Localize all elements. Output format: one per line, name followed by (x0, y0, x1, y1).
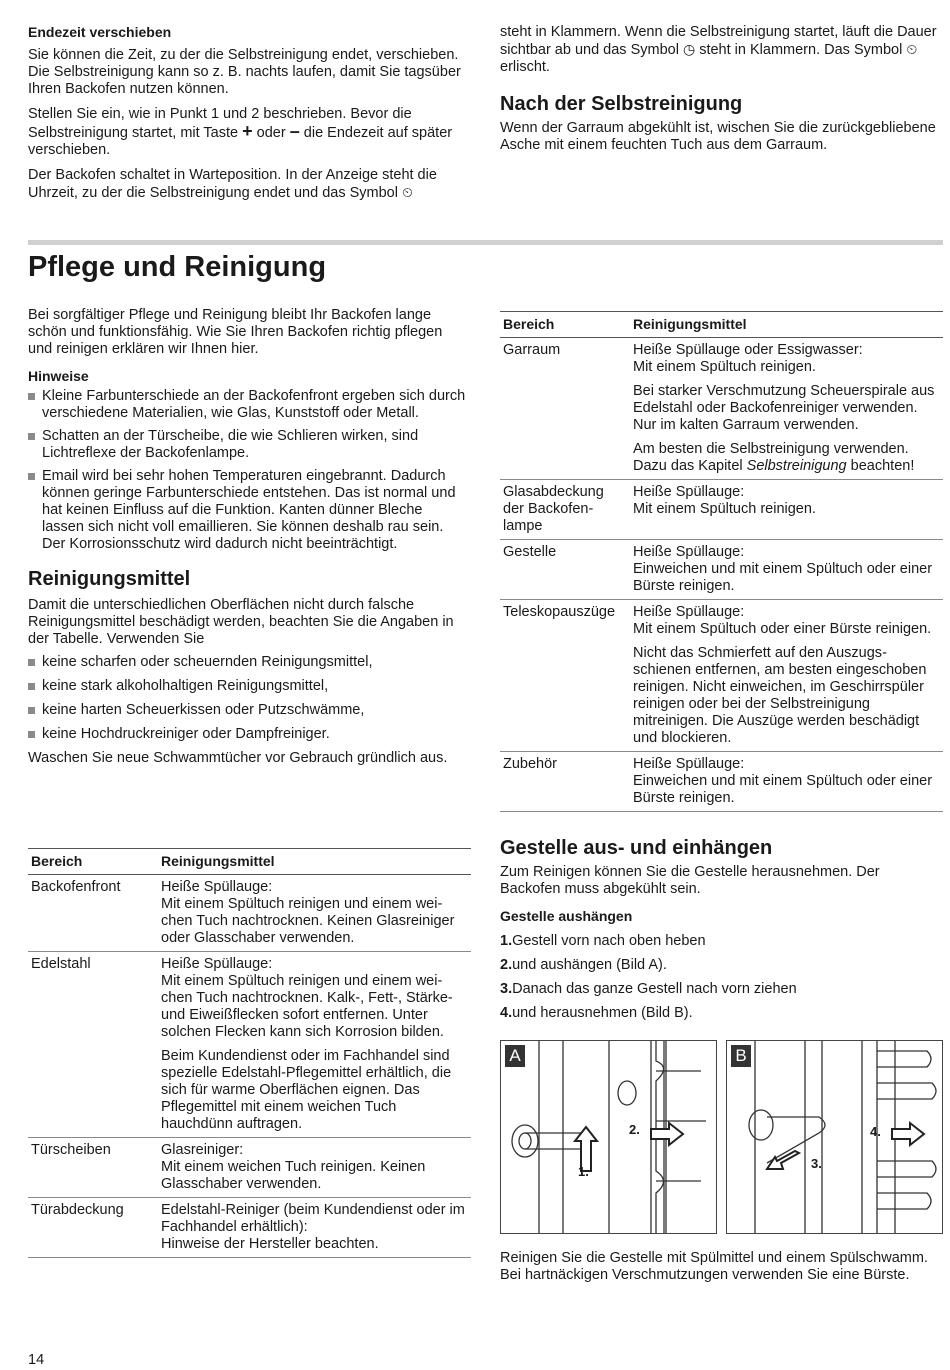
section-pflege-intro (28, 307, 468, 767)
endezeit-paragraph-2 (28, 106, 473, 159)
step-item (500, 1005, 943, 1029)
table-cell-paragraph: Beim Kundendienst oder im Fachhandel sind spezielle Edelstahl-Pflegemittel erhältlich, die sich für warme Oberflächen eignen. Das Pflegemittel mit einem weichen Tuch hauchdünn auftragen. (161, 1048, 452, 1132)
table-row (500, 338, 943, 480)
step-number: 2. (500, 957, 513, 973)
step-number: 3. (500, 981, 513, 997)
table-cell-area: Glasabdeckung der Backofenlampe (500, 480, 630, 540)
page-number: 14 (28, 1352, 45, 1368)
gestelle-heading: Gestelle aus- und einhängen (500, 837, 773, 859)
endezeit-paragraph-1: Sie können die Zeit, zu der die Selbstreinigung endet, verschieben. Die Selbstreinigung kann so z. B. nachts laufen, damit Sie tagsüber Ihren Backofen nutzen können. (28, 47, 461, 97)
gestelle-steps (500, 933, 943, 1029)
chapter-reference: Selbstreinigung (746, 458, 847, 474)
table-header-agent: Reinigungsmittel (630, 312, 943, 338)
nach-paragraph: Wenn der Garraum abgekühlt ist, wischen Sie die zurückgebliebene Asche mit einem feuchten Tuch aus dem Garraum. (500, 120, 936, 153)
table-cell-agent (630, 480, 943, 540)
figure-a (500, 1040, 717, 1234)
endezeit-p2-pre: Stellen Sie ein, wie in Punkt 1 und 2 beschrieben. Bevor die Selbstreinigung startet, mit Taste (28, 106, 412, 141)
table-row (500, 480, 943, 540)
end-time-icon: ⏲ (906, 41, 918, 57)
table-cell-area: Zubehör (500, 752, 630, 812)
table-cell-paragraph: Heiße Spüllauge: Mit einem Spültuch reinigen und einem weichen Tuch nachtrocknen. Keinen Glasreiniger oder Glasschaber verwenden. (161, 879, 455, 946)
table-cell-area: Türabdeckung (28, 1198, 158, 1258)
table-cell-paragraph: Bei starker Verschmutzung Scheuerspirale aus Edelstahl oder Backofenreiniger verwenden. Nur im kalten Garraum verwenden. (633, 383, 935, 433)
minus-key-symbol: – (289, 121, 300, 141)
rack-remove-b-illustration (727, 1041, 942, 1233)
gestelle-intro: Zum Reinigen können Sie die Gestelle herausnehmen. Der Backofen muss abgekühlt sein. (500, 864, 880, 897)
figure-a-label: A (505, 1045, 525, 1067)
section-endezeit-continued (500, 24, 943, 154)
figure-b-label: B (731, 1045, 751, 1067)
hinweis-item: Kleine Farbunterschiede an der Backofenfront ergeben sich durch verschiedene Materialien, wie Glas, Kunststoff oder Metall. (28, 388, 468, 422)
table-body (28, 875, 471, 1258)
table-header-agent: Reinigungsmittel (158, 849, 471, 875)
section-gestelle (500, 836, 943, 1029)
gestelle-subheading: Gestelle aushängen (500, 908, 633, 924)
endezeit-p2-mid: oder (256, 125, 286, 141)
cleaning-table-left (28, 848, 471, 1258)
step-item (500, 957, 943, 981)
step-text: Danach das ganze Gestell nach vorn ziehen (512, 981, 797, 997)
cleaning-table-right (500, 311, 943, 812)
step-text: und aushängen (Bild A). (512, 957, 667, 973)
table-row (28, 1138, 471, 1198)
endezeit-paragraph-3-continued (500, 24, 943, 76)
step-item (500, 981, 943, 1005)
hinweise-list (28, 388, 468, 553)
figure-b-step-4: 4. (870, 1124, 881, 1139)
step-item (500, 933, 943, 957)
table-cell-area: Garraum (500, 338, 630, 480)
reinigungsmittel-item: keine harten Scheuerkissen oder Putzschwämme, (28, 702, 468, 719)
step-number: 4. (500, 1005, 513, 1021)
endezeit-p3-pre: Der Backofen schaltet in Warteposition. In der Anzeige steht die Uhrzeit, zu der die Selbstreinigung endet und das Symbol (28, 167, 437, 201)
rack-unhook-a-illustration (501, 1041, 716, 1233)
reinigungsmittel-outro: Waschen Sie neue Schwammtücher vor Gebrauch gründlich aus. (28, 750, 448, 766)
table-header-row (28, 849, 471, 875)
endezeit-paragraph-3 (28, 167, 473, 202)
table-row (500, 600, 943, 752)
table-body (500, 338, 943, 812)
pflege-intro: Bei sorgfältiger Pflege und Reinigung bleibt Ihr Backofen lange schön und funktionsfähig. Wie Sie Ihren Backofen richtig pflegen und reinigen erklären wir Ihnen hier. (28, 307, 443, 357)
endezeit-p3-cont-post: erlischt. (500, 59, 550, 75)
reinigungsmittel-item: keine scharfen oder scheuernden Reinigungsmittel, (28, 654, 468, 671)
step-number: 1. (500, 933, 513, 949)
table-cell-area: Backofenfront (28, 875, 158, 952)
table-cell-agent (630, 752, 943, 812)
gestelle-outro: Reinigen Sie die Gestelle mit Spülmittel und einem Spülschwamm. Bei hartnäckigen Verschmutzungen verwenden Sie eine Bürste. (500, 1250, 928, 1283)
table-cell-agent (630, 600, 943, 752)
table-cell-paragraph: Heiße Spüllauge: Einweichen und mit einem Spültuch oder einer Bürste reinigen. (633, 544, 933, 594)
figure-a-step-1: 1. (578, 1164, 589, 1179)
table-cell-paragraph: Heiße Spüllauge: Mit einem Spültuch reinigen und einem weichen Tuch nachtrocknen. Kalk-, Fett-, Stärke- und Eiweißflecken sofort entfernen. Unter solchen Flecken kann sich Korrosion bilden. (161, 956, 453, 1040)
hinweis-item: Schatten an der Türscheibe, die wie Schlieren wirken, sind Lichtreflexe der Backofenlampe. (28, 428, 468, 462)
table-cell-paragraph: Glasreiniger: Mit einem weichen Tuch reinigen. Keinen Glasschaber verwenden. (161, 1142, 426, 1192)
table-cell-area: Gestelle (500, 540, 630, 600)
plus-key-symbol: + (242, 121, 253, 141)
table-cell-agent (630, 540, 943, 600)
table-cell-paragraph: Heiße Spüllauge: Mit einem Spültuch reinigen. (633, 484, 816, 517)
duration-icon: ◷ (682, 41, 696, 57)
reinigungsmittel-heading: Reinigungsmittel (28, 568, 191, 590)
table-cell-area: Teleskopauszüge (500, 600, 630, 752)
table-cell-agent (158, 875, 471, 952)
step-text: Gestell vorn nach oben heben (512, 933, 706, 949)
table-cell-agent (158, 1198, 471, 1258)
section-endezeit (28, 24, 473, 202)
endezeit-p2-post: die Endezeit auf später verschieben. (28, 125, 453, 158)
table-row (28, 952, 471, 1138)
table-cell-area: Türscheiben (28, 1138, 158, 1198)
end-time-icon: ⏲ (402, 184, 413, 200)
table-header-row (500, 312, 943, 338)
hinweise-heading: Hinweise (28, 368, 89, 384)
endezeit-heading: Endezeit verschieben (28, 24, 172, 40)
table-row (500, 540, 943, 600)
step-text: und herausnehmen (Bild B). (512, 1005, 693, 1021)
table-cell-text: beachten! (850, 458, 915, 474)
section-divider (28, 240, 943, 245)
table-cell-paragraph: Heiße Spüllauge oder Essigwasser: Mit einem Spültuch reinigen. (633, 342, 863, 375)
reinigungsmittel-intro: Damit die unterschiedlichen Oberflächen nicht durch falsche Reinigungsmittel beschädigt werden, beachten Sie die Angaben in der Tabelle. Verwenden Sie (28, 597, 454, 647)
table-header-area: Bereich (500, 312, 630, 338)
endezeit-p3-cont-pre: steht in Klammern. Wenn die Selbstreinigung startet, läuft die Dauer sichtbar ab und das Symbol (500, 24, 937, 58)
hinweis-item: Email wird bei sehr hohen Temperaturen eingebrannt. Dadurch können geringe Farbunterschiede entstehen. Das ist normal und hat keinen Einfluss auf die Funktion. Kanten dünner Bleche lassen sich nicht voll emaillieren. Sie können deshalb rau sein. Der Korrosionsschutz wird dadurch nicht beeinträchtigt. (28, 468, 468, 553)
nach-heading: Nach der Selbstreinigung (500, 93, 743, 115)
table-cell-area: Edelstahl (28, 952, 158, 1138)
table-row (28, 875, 471, 952)
table-cell-agent (630, 338, 943, 480)
table-row (500, 752, 943, 812)
table-cell-text: Am besten die Selbstreinigung verwenden. Dazu das Kapitel (633, 441, 909, 474)
table-cell-agent (158, 952, 471, 1138)
table-cell-paragraph (633, 441, 940, 475)
table-cell-agent (158, 1138, 471, 1198)
table-cell-paragraph: Edelstahl-Reiniger (beim Kundendienst oder im Fachhandel erhältlich): Hinweise der Hersteller beachten. (161, 1202, 465, 1252)
endezeit-p3-cont-mid: steht in Klammern. Das Symbol (699, 42, 903, 58)
reinigungsmittel-list (28, 654, 468, 743)
reinigungsmittel-item: keine stark alkoholhaltigen Reinigungsmittel, (28, 678, 468, 695)
figure-a-step-2: 2. (629, 1122, 640, 1137)
page-title: Pflege und Reinigung (28, 251, 327, 283)
figure-b (726, 1040, 943, 1234)
table-cell-paragraph: Heiße Spüllauge: Mit einem Spültuch oder einer Bürste reinigen. (633, 604, 932, 637)
reinigungsmittel-item: keine Hochdruckreiniger oder Dampfreiniger. (28, 726, 468, 743)
table-cell-paragraph: Heiße Spüllauge: Einweichen und mit einem Spültuch oder einer Bürste reinigen. (633, 756, 933, 806)
table-row (28, 1198, 471, 1258)
figure-b-step-3: 3. (811, 1156, 822, 1171)
table-header-area: Bereich (28, 849, 158, 875)
table-cell-paragraph: Nicht das Schmierfett auf den Auszugsschienen entfernen, am besten eingeschoben reinigen. Nicht einweichen, im Geschirrspüler reinigen oder bei der Selbstreinigung mitreinigen. Die Auszüge werden beschädigt und blockieren. (633, 645, 927, 746)
